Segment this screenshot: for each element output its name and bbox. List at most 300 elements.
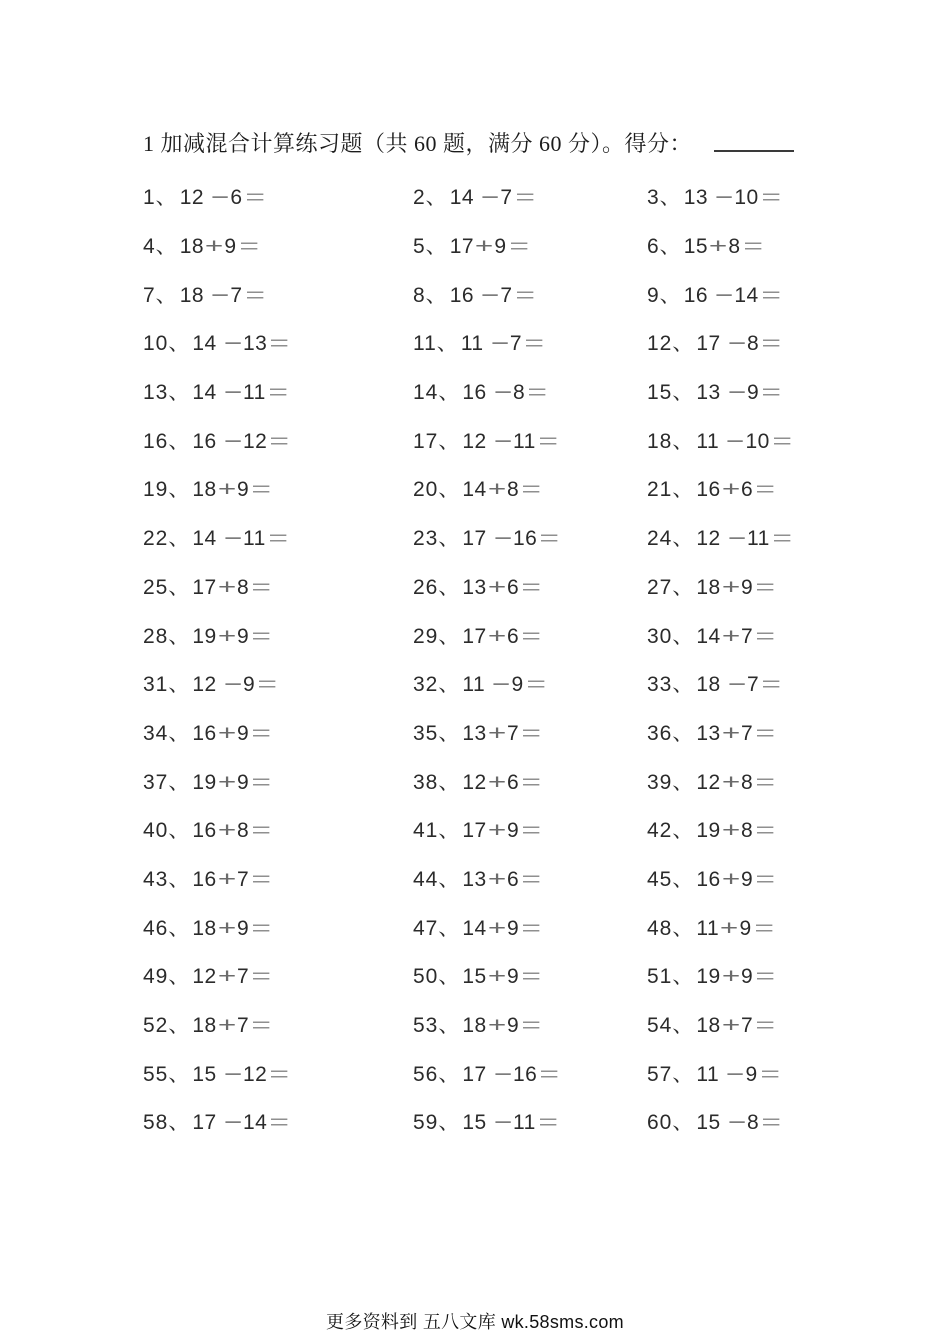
problem-expression <box>192 722 271 745</box>
minus-operator: − <box>223 527 243 551</box>
operand-b: 9 <box>746 381 760 405</box>
equals-sign: = <box>268 381 288 405</box>
problem-item <box>413 571 647 601</box>
problem-item <box>647 230 797 260</box>
operand-b: 8 <box>236 575 250 599</box>
plus-operator: + <box>487 819 507 843</box>
operand-b: 6 <box>740 478 754 502</box>
operand-a: 11 <box>696 916 720 940</box>
minus-operator: − <box>727 381 747 405</box>
equals-sign: = <box>525 673 546 697</box>
equals-sign: = <box>238 235 259 259</box>
problem-item <box>413 522 647 552</box>
problem-number: 18、 <box>647 429 695 453</box>
problem-number: 21、 <box>647 478 695 502</box>
plus-operator: + <box>720 916 739 940</box>
plus-operator: + <box>487 867 507 891</box>
operand-a: 17 <box>462 819 487 843</box>
equals-sign: = <box>755 478 776 502</box>
plus-operator: + <box>721 1014 741 1038</box>
problem-expression <box>450 235 529 258</box>
problem-expression <box>462 381 547 404</box>
problem-number: 27、 <box>647 575 695 599</box>
equals-sign: = <box>521 770 542 794</box>
problem-number: 2、 <box>413 186 448 210</box>
problem-number: 19、 <box>143 478 191 502</box>
operand-b: 7 <box>236 1014 250 1038</box>
operand-b: 9 <box>236 624 250 648</box>
problem-number: 50、 <box>413 965 461 989</box>
plus-operator: + <box>217 575 237 599</box>
problem-item <box>143 1009 413 1039</box>
operand-b: 8 <box>740 819 754 843</box>
problem-item <box>647 960 797 990</box>
problem-expression <box>696 527 792 550</box>
operand-b: 11 <box>242 527 266 551</box>
problem-expression <box>192 819 271 842</box>
equals-sign: = <box>521 575 542 599</box>
operand-a: 18 <box>462 1014 487 1038</box>
minus-operator: − <box>223 1111 243 1135</box>
operand-a: 17 <box>192 575 217 599</box>
operand-b: 9 <box>745 1062 758 1086</box>
problem-number: 33、 <box>647 673 695 697</box>
problem-item <box>647 522 797 552</box>
equals-sign: = <box>251 721 272 745</box>
operand-b: 13 <box>242 332 268 356</box>
operand-b: 16 <box>512 1062 538 1086</box>
problem-expression <box>192 965 271 988</box>
operand-a: 15 <box>683 235 709 259</box>
problem-number: 12、 <box>647 332 695 356</box>
operand-b: 11 <box>512 1111 536 1135</box>
problem-item <box>143 668 413 698</box>
operand-b: 7 <box>740 721 754 745</box>
operand-b: 9 <box>224 235 237 259</box>
operand-a: 14 <box>462 916 487 940</box>
problem-expression <box>180 284 265 307</box>
problem-item <box>647 863 797 893</box>
problem-item <box>413 327 647 357</box>
plus-operator: + <box>204 235 224 259</box>
equals-sign: = <box>755 819 776 843</box>
problem-item <box>647 1009 797 1039</box>
problem-expression <box>192 430 289 453</box>
operand-a: 17 <box>449 235 475 259</box>
problem-item <box>143 376 413 406</box>
problem-number: 38、 <box>413 770 461 794</box>
plus-operator: + <box>721 819 741 843</box>
problem-expression <box>192 771 271 794</box>
problem-item <box>413 376 647 406</box>
operand-a: 18 <box>192 1014 217 1038</box>
equals-sign: = <box>251 770 272 794</box>
problem-number: 17、 <box>413 429 461 453</box>
problem-expression <box>684 186 781 209</box>
problem-number: 8、 <box>413 283 448 307</box>
operand-a: 17 <box>462 1062 487 1086</box>
problem-number: 28、 <box>143 624 191 648</box>
problem-expression <box>462 478 541 501</box>
operand-a: 17 <box>192 1111 217 1135</box>
minus-operator: − <box>223 381 243 405</box>
minus-operator: − <box>210 186 230 210</box>
minus-operator: − <box>492 673 511 697</box>
plus-operator: + <box>721 624 741 648</box>
problem-expression <box>192 1014 271 1037</box>
equals-sign: = <box>538 1111 558 1135</box>
operand-a: 19 <box>192 624 217 648</box>
problem-expression <box>462 430 558 453</box>
problem-expression <box>696 965 775 988</box>
problem-expression <box>462 673 546 696</box>
operand-b: 7 <box>506 721 520 745</box>
operand-b: 9 <box>506 965 520 989</box>
plus-operator: + <box>217 1014 237 1038</box>
problem-expression <box>192 576 271 599</box>
problem-number: 1、 <box>143 186 178 210</box>
equals-sign: = <box>761 1111 782 1135</box>
operand-a: 16 <box>192 867 217 891</box>
problem-item <box>647 668 797 698</box>
operand-a: 16 <box>192 429 217 453</box>
operand-b: 16 <box>512 527 538 551</box>
plus-operator: + <box>721 965 741 989</box>
problem-item <box>647 1058 797 1088</box>
operand-a: 14 <box>192 527 217 551</box>
minus-operator: − <box>714 283 734 307</box>
problem-item <box>143 279 413 309</box>
plus-operator: + <box>721 575 741 599</box>
operand-b: 6 <box>506 867 520 891</box>
operand-b: 9 <box>511 673 524 697</box>
problem-expression <box>696 430 792 453</box>
problem-number: 56、 <box>413 1062 461 1086</box>
operand-b: 12 <box>242 1062 268 1086</box>
equals-sign: = <box>755 1014 776 1038</box>
operand-b: 9 <box>242 673 256 697</box>
plus-operator: + <box>487 770 507 794</box>
problem-expression <box>462 722 541 745</box>
operand-a: 11 <box>696 429 720 453</box>
equals-sign: = <box>508 235 529 259</box>
problem-expression <box>461 332 545 355</box>
problem-number: 35、 <box>413 721 461 745</box>
problem-item <box>647 912 797 942</box>
problem-item <box>413 1106 647 1136</box>
problem-expression <box>696 478 775 501</box>
problem-item <box>413 912 647 942</box>
operand-b: 9 <box>236 770 250 794</box>
minus-operator: − <box>493 1062 513 1086</box>
operand-a: 11 <box>460 332 484 356</box>
equals-sign: = <box>251 916 272 940</box>
problem-expression <box>192 381 288 404</box>
problem-item <box>647 814 797 844</box>
problem-number: 7、 <box>143 283 178 307</box>
plus-operator: + <box>487 624 507 648</box>
equals-sign: = <box>755 624 776 648</box>
operand-a: 14 <box>192 381 217 405</box>
problem-number: 34、 <box>143 721 191 745</box>
problem-item <box>647 571 797 601</box>
operand-a: 16 <box>696 478 721 502</box>
problem-expression <box>696 673 781 696</box>
problem-item <box>143 571 413 601</box>
problem-expression <box>696 917 774 940</box>
equals-sign: = <box>514 186 535 210</box>
minus-operator: − <box>726 429 745 453</box>
operand-a: 19 <box>192 770 217 794</box>
problem-item <box>413 425 647 455</box>
problem-expression <box>462 576 541 599</box>
problem-item <box>143 766 413 796</box>
operand-b: 14 <box>734 283 759 307</box>
operand-b: 7 <box>230 283 243 307</box>
problem-item <box>413 814 647 844</box>
operand-b: 11 <box>746 527 770 551</box>
equals-sign: = <box>257 673 278 697</box>
problem-item <box>647 376 797 406</box>
operand-b: 9 <box>506 916 520 940</box>
problem-number: 45、 <box>647 867 695 891</box>
operand-b: 7 <box>500 283 513 307</box>
minus-operator: − <box>493 429 513 453</box>
problem-number: 44、 <box>413 867 461 891</box>
operand-b: 7 <box>740 624 754 648</box>
problem-number: 9、 <box>647 283 682 307</box>
problem-item <box>413 620 647 650</box>
minus-operator: − <box>223 429 243 453</box>
problem-number: 22、 <box>143 527 191 551</box>
problem-item <box>143 912 413 942</box>
equals-sign: = <box>755 721 776 745</box>
plus-operator: + <box>217 916 237 940</box>
plus-operator: + <box>474 235 494 259</box>
equals-sign: = <box>761 673 782 697</box>
operand-a: 16 <box>449 283 475 307</box>
problem-item <box>143 620 413 650</box>
operand-b: 7 <box>236 965 250 989</box>
equals-sign: = <box>269 1111 290 1135</box>
problem-expression <box>696 771 775 794</box>
problem-item <box>413 717 647 747</box>
problem-number: 60、 <box>647 1111 695 1135</box>
operand-b: 6 <box>230 186 243 210</box>
equals-sign: = <box>521 819 542 843</box>
minus-operator: − <box>727 1111 747 1135</box>
problem-expression <box>696 1111 781 1134</box>
operand-b: 9 <box>740 575 754 599</box>
plus-operator: + <box>721 867 741 891</box>
operand-b: 7 <box>500 186 513 210</box>
problems-grid <box>143 172 797 1146</box>
problem-expression <box>180 235 259 258</box>
problem-number: 58、 <box>143 1111 191 1135</box>
problem-number: 14、 <box>413 381 461 405</box>
operand-a: 16 <box>192 721 217 745</box>
equals-sign: = <box>538 429 558 453</box>
problem-expression <box>192 478 271 501</box>
problem-expression <box>192 673 277 696</box>
problem-expression <box>684 284 781 307</box>
problem-number: 52、 <box>143 1014 191 1038</box>
plus-operator: + <box>217 478 237 502</box>
problem-item <box>413 863 647 893</box>
problem-expression <box>192 868 271 891</box>
equals-sign: = <box>772 429 792 453</box>
equals-sign: = <box>761 381 782 405</box>
operand-a: 18 <box>696 673 721 697</box>
minus-operator: − <box>493 381 513 405</box>
problem-expression <box>462 819 541 842</box>
operand-a: 15 <box>192 1062 217 1086</box>
operand-b: 9 <box>236 916 250 940</box>
operand-a: 12 <box>179 186 205 210</box>
operand-a: 14 <box>192 332 217 356</box>
operand-b: 9 <box>494 235 507 259</box>
problem-number: 59、 <box>413 1111 461 1135</box>
problem-item <box>143 1106 413 1136</box>
equals-sign: = <box>244 186 265 210</box>
minus-operator: − <box>223 1062 243 1086</box>
equals-sign: = <box>268 527 288 551</box>
problem-number: 42、 <box>647 819 695 843</box>
operand-a: 18 <box>696 575 721 599</box>
operand-a: 12 <box>192 965 217 989</box>
problem-number: 51、 <box>647 965 695 989</box>
problem-expression <box>462 1063 559 1086</box>
operand-a: 18 <box>192 478 217 502</box>
equals-sign: = <box>521 1014 542 1038</box>
operand-a: 18 <box>179 283 205 307</box>
equals-sign: = <box>524 332 545 356</box>
problem-number: 5、 <box>413 235 448 259</box>
problem-item <box>647 1106 797 1136</box>
problem-number: 29、 <box>413 624 461 648</box>
problem-item <box>143 717 413 747</box>
operand-b: 9 <box>236 478 250 502</box>
problem-number: 57、 <box>647 1062 695 1086</box>
plus-operator: + <box>217 624 237 648</box>
problem-number: 26、 <box>413 575 461 599</box>
problem-expression <box>696 1063 780 1086</box>
equals-sign: = <box>521 965 542 989</box>
equals-sign: = <box>539 1062 560 1086</box>
operand-a: 16 <box>192 819 217 843</box>
problem-expression <box>192 917 271 940</box>
operand-b: 11 <box>242 381 266 405</box>
plus-operator: + <box>217 819 237 843</box>
equals-sign: = <box>521 478 542 502</box>
problem-item <box>413 668 647 698</box>
operand-b: 7 <box>740 1014 754 1038</box>
problem-number: 48、 <box>647 916 695 940</box>
problem-item <box>413 1058 647 1088</box>
problem-expression <box>462 1014 541 1037</box>
plus-operator: + <box>487 916 507 940</box>
operand-a: 19 <box>696 819 721 843</box>
problem-expression <box>696 868 775 891</box>
problem-number: 30、 <box>647 624 695 648</box>
equals-sign: = <box>251 478 272 502</box>
operand-b: 6 <box>506 624 520 648</box>
minus-operator: − <box>480 283 500 307</box>
problem-item <box>143 473 413 503</box>
problem-expression <box>192 625 271 648</box>
problem-number: 39、 <box>647 770 695 794</box>
problem-item <box>143 960 413 990</box>
plus-operator: + <box>487 965 507 989</box>
plus-operator: + <box>217 867 237 891</box>
problem-number: 10、 <box>143 332 191 356</box>
operand-a: 17 <box>462 527 487 551</box>
minus-operator: − <box>727 527 747 551</box>
operand-b: 8 <box>506 478 520 502</box>
problem-expression <box>696 576 775 599</box>
operand-b: 10 <box>734 186 759 210</box>
operand-a: 13 <box>683 186 709 210</box>
operand-a: 16 <box>696 867 721 891</box>
equals-sign: = <box>759 1062 780 1086</box>
plus-operator: + <box>721 770 741 794</box>
operand-a: 16 <box>462 381 487 405</box>
problem-expression <box>450 186 535 209</box>
operand-a: 12 <box>192 673 217 697</box>
operand-b: 8 <box>236 819 250 843</box>
footer-text: 更多资料到 五八文库 wk.58sms.com <box>326 1312 624 1332</box>
title-text: 1 加减混合计算练习题（共 60 题，满分 60 分）。得分： <box>143 131 693 156</box>
minus-operator: − <box>714 186 734 210</box>
minus-operator: − <box>480 186 500 210</box>
problem-number: 49、 <box>143 965 191 989</box>
equals-sign: = <box>244 283 265 307</box>
equals-sign: = <box>755 770 776 794</box>
plus-operator: + <box>217 770 237 794</box>
equals-sign: = <box>742 235 763 259</box>
problem-item <box>143 327 413 357</box>
problem-item <box>413 960 647 990</box>
operand-b: 7 <box>509 332 523 356</box>
problem-expression <box>462 625 541 648</box>
operand-a: 12 <box>696 770 721 794</box>
problem-number: 53、 <box>413 1014 461 1038</box>
problem-item <box>647 327 797 357</box>
minus-operator: − <box>223 673 243 697</box>
problem-expression <box>192 527 288 550</box>
problem-expression <box>450 284 535 307</box>
plus-operator: + <box>487 721 507 745</box>
problem-expression <box>696 722 775 745</box>
equals-sign: = <box>755 575 776 599</box>
operand-a: 13 <box>696 381 721 405</box>
operand-a: 17 <box>462 624 487 648</box>
problem-expression <box>462 868 541 891</box>
operand-a: 13 <box>462 867 487 891</box>
operand-a: 15 <box>696 1111 721 1135</box>
operand-a: 11 <box>462 673 486 697</box>
equals-sign: = <box>269 1062 290 1086</box>
operand-b: 9 <box>740 965 754 989</box>
operand-b: 10 <box>745 429 770 453</box>
equals-sign: = <box>251 1014 272 1038</box>
problem-item <box>647 279 797 309</box>
problem-expression <box>462 527 559 550</box>
operand-b: 6 <box>506 575 520 599</box>
problem-expression <box>462 917 541 940</box>
problem-number: 46、 <box>143 916 191 940</box>
plus-operator: + <box>487 575 507 599</box>
